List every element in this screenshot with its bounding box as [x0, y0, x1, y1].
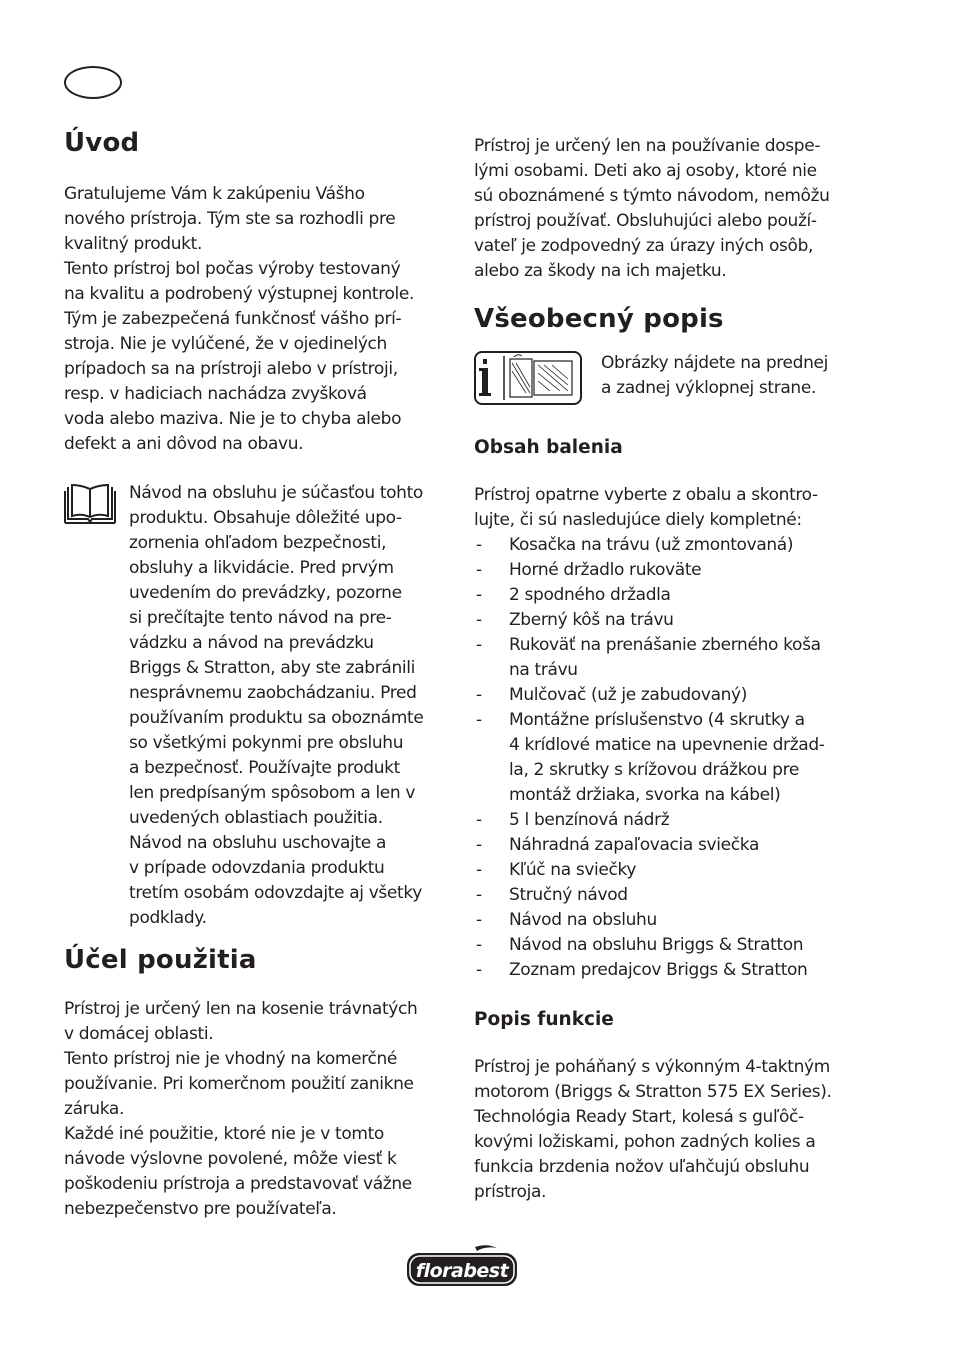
manual-note	[64, 481, 454, 931]
list-item	[474, 808, 864, 833]
text-line: záruka.	[64, 1099, 125, 1119]
list-item	[474, 683, 864, 708]
info-pictogram-icon	[474, 351, 582, 405]
text-line: a bezpečnosť. Používajte produkt	[129, 758, 400, 778]
list-item	[474, 583, 864, 608]
function-paragraph	[474, 1055, 864, 1205]
text-line: nebezpečenstvo pre používateľa.	[64, 1199, 337, 1219]
text-line: návode výslovne povolené, môže viesť k	[64, 1149, 397, 1169]
text-line: používanie. Pri komerčnom použití zanikne	[64, 1074, 414, 1094]
list-dash: -	[476, 835, 482, 855]
list-item-text: 2 spodného držadla	[509, 585, 671, 605]
text-line: kvalitný produkt.	[64, 234, 203, 254]
text-line: v prípade odovzdania produktu	[129, 858, 385, 878]
text-line: sú oboznámené s týmto návodom, nemôžu	[474, 186, 830, 206]
text-line: uvedených oblastiach použitia.	[129, 808, 383, 828]
list-dash: -	[476, 810, 482, 830]
list-item-text: Zoznam predajcov Briggs & Stratton	[509, 960, 808, 980]
list-item	[474, 533, 864, 558]
text-line: prístroja.	[474, 1182, 547, 1202]
text-line: nesprávnemu zaobchádzaniu. Pred	[129, 683, 417, 703]
left-column	[64, 124, 454, 1222]
list-item-text: 5 l benzínová nádrž	[509, 810, 670, 830]
text-line: lujte, či sú nasledujúce diely kompletné:	[474, 510, 802, 530]
text-line: v domácej oblasti.	[64, 1024, 214, 1044]
list-dash: -	[476, 935, 482, 955]
general-heading: Všeobecný popis	[474, 304, 724, 334]
list-dash: -	[476, 710, 482, 730]
text-line: zornenia ohľadom bezpečnosti,	[129, 533, 387, 553]
manual-note-text	[129, 481, 454, 931]
list-item-text: Náhradná zapaľovacia sviečka	[509, 835, 760, 855]
text-line: a zadnej výklopnej strane.	[601, 378, 817, 398]
list-dash: -	[476, 635, 482, 655]
text-line: Tento prístroj bol počas výroby testovaný	[64, 259, 401, 279]
list-item-text: Kosačka na trávu (už zmontovaná)	[509, 535, 794, 555]
text-line: Návod na obsluhu je súčasťou tohto	[129, 483, 423, 503]
list-dash: -	[476, 960, 482, 980]
text-line: Návod na obsluhu uschovajte a	[129, 833, 387, 853]
text-line: vádzku a návod na prevádzku	[129, 633, 374, 653]
right-column	[474, 134, 864, 1205]
text-line: Každé iné použitie, ktoré nie je v tomto	[64, 1124, 384, 1144]
list-dash: -	[476, 535, 482, 555]
text-line: len predpísaným spôsobom a len v	[129, 783, 416, 803]
text-line: lými osobami. Deti ako aj osoby, ktoré nie	[474, 161, 817, 181]
list-item-text: montáž držiaka, svorka na kábel)	[509, 785, 781, 805]
text-line: uvedením do prevádzky, pozorne	[129, 583, 402, 603]
list-item	[474, 833, 864, 858]
info-note	[474, 351, 864, 411]
list-dash: -	[476, 560, 482, 580]
list-item	[474, 633, 864, 683]
list-item-text: Stručný návod	[509, 885, 628, 905]
logo-text: florabest	[415, 1260, 509, 1282]
list-item-text: Rukoväť na prenášanie zberného koša	[509, 635, 821, 655]
text-line: stroja. Nie je vylúčené, že v ojedinelých	[64, 334, 387, 354]
list-item-text: Montážne príslušenstvo (4 skrutky a	[509, 710, 805, 730]
purpose-heading: Účel použitia	[64, 945, 257, 975]
text-line: funkcia brzdenia nožov uľahčujú obsluhu	[474, 1157, 810, 1177]
function-heading: Popis funkcie	[474, 1009, 614, 1030]
info-note-text	[601, 351, 871, 401]
purpose-continued-paragraph	[474, 134, 864, 284]
list-dash: -	[476, 685, 482, 705]
list-dash: -	[476, 910, 482, 930]
text-line: Prístroj je určený len na používanie dospe-	[474, 136, 821, 156]
list-item	[474, 708, 864, 808]
text-line: prístroj používať. Obsluhujúci alebo použí-	[474, 211, 817, 231]
list-dash: -	[476, 860, 482, 880]
contents-heading: Obsah balenia	[474, 437, 623, 458]
list-item-text: Zberný kôš na trávu	[509, 610, 674, 630]
contents-intro	[474, 483, 864, 533]
text-line: Gratulujeme Vám k zakúpeniu Vášho	[64, 184, 365, 204]
list-item	[474, 933, 864, 958]
text-line: motorom (Briggs & Stratton 575 EX Series).	[474, 1082, 832, 1102]
text-line: na kvalitu a podrobený výstupnej kontrole.	[64, 284, 415, 304]
text-line: nového prístroja. Tým ste sa rozhodli pre	[64, 209, 396, 229]
text-line: Obrázky nájdete na prednej	[601, 353, 829, 373]
list-item	[474, 883, 864, 908]
text-line: so všetkými pokynmi pre obsluhu	[129, 733, 404, 753]
list-item-text: la, 2 skrutky s krížovou drážkou pre	[509, 760, 799, 780]
text-line: vateľ je zodpovedný za úrazy iných osôb,	[474, 236, 814, 256]
text-line: poškodeniu prístroja a predstavovať vážne	[64, 1174, 412, 1194]
list-item-text: Kľúč na sviečky	[509, 860, 637, 880]
text-line: obsluhy a likvidácie. Pred prvým	[129, 558, 394, 578]
list-dash: -	[476, 585, 482, 605]
text-line: alebo za škody na ich majetku.	[474, 261, 727, 281]
list-dash: -	[476, 610, 482, 630]
parts-list	[474, 533, 864, 983]
text-line: Tento prístroj nie je vhodný na komerčné	[64, 1049, 398, 1069]
open-book-icon	[64, 483, 116, 525]
list-item-text: na trávu	[509, 660, 578, 680]
text-line: produktu. Obsahuje dôležité upo-	[129, 508, 402, 528]
text-line: podklady.	[129, 908, 207, 928]
text-line: defekt a ani dôvod na obavu.	[64, 434, 304, 454]
text-line: Technológia Ready Start, kolesá s guľôč-	[474, 1107, 804, 1127]
list-item	[474, 908, 864, 933]
text-line: tretím osobám odovzdajte aj všetky	[129, 883, 422, 903]
text-line: Prístroj je poháňaný s výkonným 4-taktným	[474, 1057, 830, 1077]
list-item-text: Mulčovač (už je zabudovaný)	[509, 685, 748, 705]
text-line: Prístroj je určený len na kosenie trávnatých	[64, 999, 418, 1019]
florabest-logo	[405, 1244, 519, 1290]
purpose-paragraph	[64, 997, 454, 1222]
text-line: Tým je zabezpečená funkčnosť vášho prí-	[64, 309, 402, 329]
text-line: Briggs & Stratton, aby ste zabránili	[129, 658, 415, 678]
list-item	[474, 958, 864, 983]
list-item	[474, 858, 864, 883]
text-line: používaním produktu sa oboznámte	[129, 708, 424, 728]
text-line: si prečítajte tento návod na pre-	[129, 608, 392, 628]
language-badge	[64, 66, 122, 99]
text-line: Prístroj opatrne vyberte z obalu a skontro-	[474, 485, 818, 505]
text-line: kovými ložiskami, pohon zadných kolies a	[474, 1132, 816, 1152]
text-line: prípadoch sa na prístroji alebo v prístroji,	[64, 359, 398, 379]
list-item-text: Návod na obsluhu	[509, 910, 657, 930]
list-item	[474, 558, 864, 583]
list-item-text: Horné držadlo rukoväte	[509, 560, 702, 580]
text-line: resp. v hadiciach nachádza zvyšková	[64, 384, 367, 404]
text-line: voda alebo maziva. Nie je to chyba alebo	[64, 409, 402, 429]
intro-heading: Úvod	[64, 128, 140, 158]
intro-paragraph	[64, 182, 454, 457]
list-item-text: 4 krídlové matice na upevnenie držad-	[509, 735, 825, 755]
list-dash: -	[476, 885, 482, 905]
list-item	[474, 608, 864, 633]
list-item-text: Návod na obsluhu Briggs & Stratton	[509, 935, 804, 955]
